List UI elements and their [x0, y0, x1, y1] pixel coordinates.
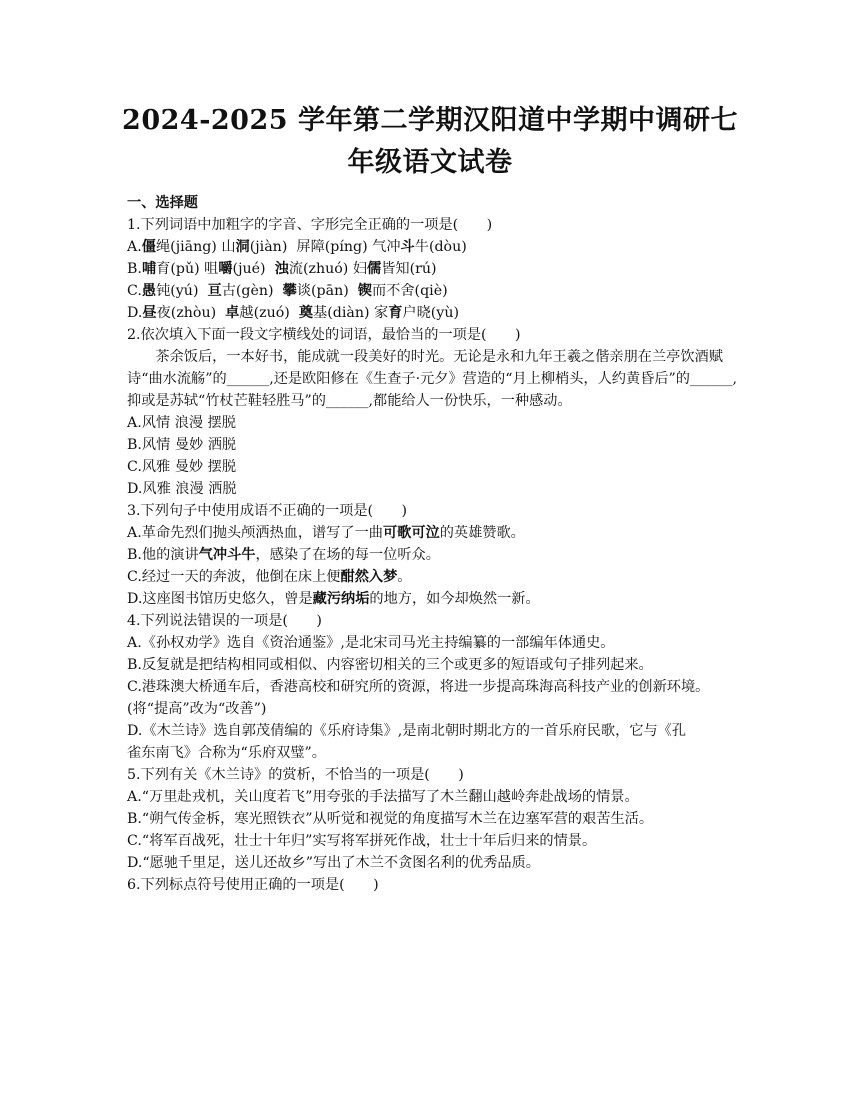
- question-6-stem: 6.下列标点符号使用正确的一项是( ): [127, 877, 379, 893]
- question-5-option-d: D.“愿驰千里足，送儿还故乡”写出了木兰不贪图名利的优秀品质。: [127, 855, 540, 871]
- title-line-2: 年级语文试卷: [347, 147, 513, 178]
- title-line-1: 2024-2025 学年第二学期汉阳道中学期中调研七: [122, 105, 738, 136]
- question-5-option-b: B.“朔气传金柝，寒光照铁衣”从听觉和视觉的角度描写木兰在边塞军营的艰苦生活。: [127, 811, 654, 827]
- page-title: [100, 100, 760, 184]
- question-4-option-d-line2: 雀东南飞》合称为“乐府双璧”。: [127, 745, 326, 761]
- question-2-option-d: D.风雅 浪漫 洒脱: [127, 481, 237, 497]
- question-5-option-c: C.“将军百战死，壮士十年归”实写将军拼死作战，壮士十年后归来的情景。: [127, 833, 597, 849]
- question-1-option-c: C.愚钝(yú) 亘古(gèn) 攀谈(pān) 锲而不舍(qiè): [127, 283, 448, 299]
- question-3-stem: 3.下列句子中使用成语不正确的一项是( ): [127, 503, 407, 519]
- question-4-option-c: C.港珠澳大桥通车后，香港高校和研究所的资源，将进一步提高珠海高科技产业的创新环境。(将“提高”改为“改善”): [127, 679, 710, 717]
- question-4-option-a: A.《孙权劝学》选自《资治通鉴》,是北宋司马光主持编纂的一部编年体通史。: [127, 635, 615, 651]
- question-1-option-a: A.僵绳(jiāng) 山洞(jiàn) 屏障(píng) 气冲斗牛(dòu): [127, 239, 467, 255]
- question-2-option-a: A.风情 浪漫 摆脱: [127, 415, 236, 431]
- question-2-option-b: B.风情 曼妙 洒脱: [127, 437, 237, 453]
- question-1-option-b: B.哺育(pǔ) 咀嚼(jué) 浊流(zhuó) 妇儒皆知(rú): [127, 261, 437, 277]
- section-heading: 一、选择题: [127, 195, 198, 211]
- question-3-option-d: D.这座图书馆历史悠久，曾是藏污纳垢的地方，如今却焕然一新。: [127, 591, 540, 607]
- question-2-stem: 2.依次填入下面一段文字横线处的词语，最恰当的一项是( ): [127, 327, 521, 343]
- question-4-option-d-line1: D.《木兰诗》选自郭茂倩编的《乐府诗集》,是南北朝时期北方的一首乐府民歌，它与《孔: [127, 723, 687, 739]
- question-1-option-d: D.昼夜(zhòu) 卓越(zuó) 奠基(diàn) 家育户晓(yù): [127, 305, 459, 321]
- question-3-option-c: C.经过一天的奔波，他倒在床上便酣然入梦。: [127, 569, 412, 585]
- question-5-stem: 5.下列有关《木兰诗》的赏析，不恰当的一项是( ): [127, 767, 464, 783]
- question-3-option-a: A.革命先烈们抛头颅洒热血，谱写了一曲可歌可泣的英雄赞歌。: [127, 525, 525, 541]
- question-2-passage: 茶余饭后，一本好书，能成就一段美好的时光。无论是永和九年王羲之偕亲朋在兰亭饮酒赋诗“曲水流觞”的______,还是欧阳修在《生查子·元夕》营造的“月上柳梢头，人约黄昏后”的______,抑或是苏轼“竹杖芒鞋轻胜马”的______,都能给人一份快乐，一种感动。: [127, 349, 738, 409]
- question-2-option-c: C.风雅 曼妙 摆脱: [127, 459, 237, 475]
- question-5-option-a: A.“万里赴戎机，关山度若飞”用夸张的手法描写了木兰翻山越岭奔赴战场的情景。: [127, 789, 639, 805]
- exam-content: [127, 192, 742, 896]
- question-4-stem: 4.下列说法错误的一项是( ): [127, 613, 322, 629]
- question-1-stem: 1.下列词语中加粗字的字音、字形完全正确的一项是( ): [127, 217, 493, 233]
- question-4-option-b: B.反复就是把结构相同或相似、内容密切相关的三个或更多的短语或句子排列起来。: [127, 657, 653, 673]
- question-3-option-b: B.他的演讲气冲斗牛，感染了在场的每一位听众。: [127, 547, 440, 563]
